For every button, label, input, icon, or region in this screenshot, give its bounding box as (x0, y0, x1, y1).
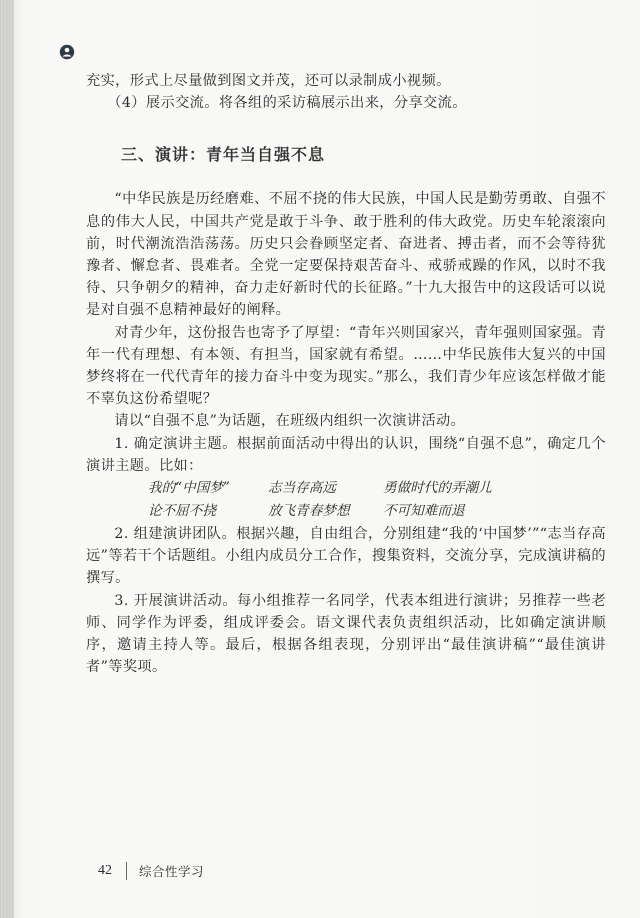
footer-section-label: 综合性学习 (139, 864, 205, 879)
page-number: 42 (98, 863, 112, 878)
topic-item: 志当存高远 (268, 480, 336, 497)
step-2-paragraph: 2. 组建演讲团队。根据兴趣，自由组合，分别组建“我的‘中国梦’”“志当存高远”等若干个话题组。小组内成员分工合作，搜集资料，交流分享，完成演讲稿的撰写。 (86, 526, 606, 587)
topic-row (148, 477, 606, 500)
quote-paragraph: “中华民族是历经磨难、不屈不挠的伟大民族，中国人民是勤劳勇敢、自强不息的伟大人民，中国共产党是敢于斗争、敢于胜利的伟大政党。历史车轮滚滚向前，时代潮流浩浩荡荡。历史只会眷顾坚定者、奋进者、搏击者，而不会等待犹豫者、懈怠者、畏难者。全党一定要保持艰苦奋斗、戒骄戒躁的作风，以时不我待、只争朝夕的精神，奋力走好新时代的长征路。”十九大报告中的这段话可以说是对自强不息精神最好的阐释。 (86, 191, 606, 319)
continued-line: 充实，形式上尽量做到图文并茂，还可以录制成小视频。 (86, 73, 451, 89)
page-footer (98, 862, 204, 880)
topic-row (148, 500, 606, 523)
topic-item: 不可知难而退 (383, 503, 465, 520)
book-binding-edge (0, 0, 14, 918)
step-4-line: （4）展示交流。将各组的采访稿展示出来，分享交流。 (107, 95, 467, 112)
step-1-paragraph: 1. 确定演讲主题。根据前面活动中得出的认识，围绕“自强不息”，确定几个演讲主题。比如： (86, 435, 606, 474)
activity-intro: 请以“自强不息”为话题，在班级内组织一次演讲活动。 (114, 413, 466, 430)
section-heading: 三、演讲：青年当自强不息 (121, 145, 326, 165)
step-3-paragraph: 3. 开展演讲活动。每小组推荐一名同学，代表本组进行演讲；另推荐一些老师、同学作为评委，组成评委会。语文课代表负责组织活动，比如确定演讲顺序，邀请主持人等。最后，根据各组表现，分别评出“最佳演讲稿”“最佳演讲者”等奖项。 (86, 592, 606, 676)
topic-item: 勇做时代的弄潮儿 (383, 480, 492, 497)
page-body (86, 70, 606, 678)
topic-examples (148, 477, 606, 523)
topic-item: 放飞青春梦想 (268, 503, 350, 520)
youth-paragraph: 对青少年，这份报告也寄予了厚望：“青年兴则国家兴，青年强则国家强。青年一代有理想、有本领、有担当，国家就有希望。……中华民族伟大复兴的中国梦终将在一代代青年的接力奋斗中变为现实。”那么，我们青少年应该怎样做才能不辜负这份希望呢？ (86, 324, 606, 408)
footer-divider (126, 862, 127, 880)
topic-item: 我的“中国梦” (148, 480, 230, 497)
person-circle-icon (59, 44, 75, 60)
topic-item: 论不屈不挠 (148, 503, 216, 520)
